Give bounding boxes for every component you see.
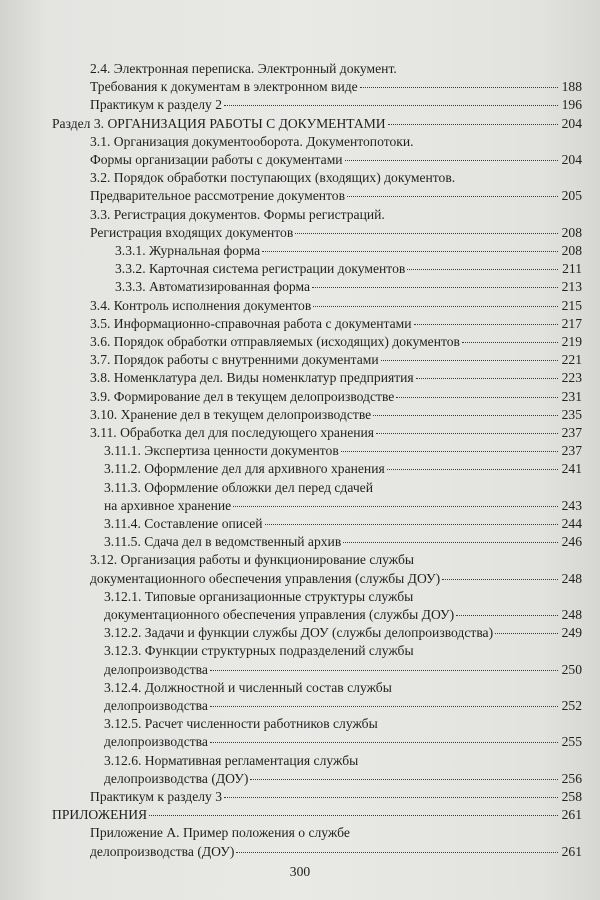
toc-entry-text: 3.12.1. Типовые организационные структуры службы [104,588,414,604]
toc-entry-3-12-line1 [90,550,414,569]
toc-entry-text: ПРИЛОЖЕНИЯ [52,807,148,823]
toc-entry-3-2-line2 [90,186,582,205]
page-number: 300 [289,864,311,879]
leader-dots [414,323,558,325]
toc-entry-text: 3.3.1. Журнальная форма [115,243,261,258]
toc-entry-3-12-4-line2 [104,696,582,715]
toc-entry-text: Регистрация входящих документов [90,224,294,240]
toc-entry-3-7 [90,350,582,369]
toc-entry-3-3-3 [115,277,582,296]
toc-entry-3-2-line1 [90,168,455,187]
toc-page-number: 204 [561,115,582,131]
toc-page-number: 261 [561,843,582,859]
leader-dots [250,778,558,780]
toc-entry-text: 3.12.6. Нормативная регламентация службы [104,752,359,768]
toc-entry-text: 3.3. Регистрация документов. Формы регистраций. [90,206,385,222]
toc-page-number: 246 [561,534,582,550]
toc-entry-3-12-line2 [90,569,582,588]
leader-dots [295,232,558,234]
toc-entry-text: делопроизводства (ДОУ) [90,843,235,859]
toc-entry-3-11-3-line1 [104,478,373,497]
toc-entry-2-4-line1 [90,59,397,78]
toc-page-number: 205 [561,188,582,204]
toc-entry-3-11-5 [104,532,582,551]
toc-entry-text: Приложение А. Пример положения о службе [90,825,350,841]
toc-entry-text: 3.12.2. Задачи и функции службы ДОУ (службы делопроизводства) [104,625,494,641]
toc-page-number: 261 [561,807,582,823]
leader-dots [373,414,558,416]
toc-page-number: 235 [561,406,582,422]
toc-entry-appendix-a-line2 [90,842,582,861]
leader-dots [442,578,558,580]
toc-page-number: 241 [561,461,582,477]
toc-page-number: 215 [561,297,582,313]
toc-entry-text: 3.10. Хранение дел в текущем делопроизводстве [90,406,372,422]
toc-entry-3-5 [90,314,582,333]
toc-page-number: 250 [561,661,582,677]
toc-entry-3-3-2 [115,259,582,278]
toc-entry-text: делопроизводства (ДОУ) [104,770,249,786]
toc-entry-3-12-6-line1 [104,751,358,770]
toc-page-number: 243 [561,497,582,513]
toc-entry-text: Раздел 3. ОРГАНИЗАЦИЯ РАБОТЫ С ДОКУМЕНТАМИ [52,115,386,131]
toc-entry-text: Предварительное рассмотрение документов [90,188,346,204]
toc-entry-text: 3.11.3. Оформление обложки дел перед сдачей [104,479,373,495]
leader-dots [149,814,558,816]
leader-dots [265,523,558,525]
toc-page-number: 211 [562,261,582,277]
toc-entry-3-1-line1 [90,132,414,151]
toc-entry-text: 3.11.1. Экспертиза ценности документов [104,443,339,459]
toc-entry-appendices [52,805,582,824]
leader-dots [313,305,558,307]
toc-entry-text: 3.12. Организация работы и функционирование службы [90,552,415,568]
toc-page-number: 249 [561,625,582,641]
leader-dots [233,505,558,507]
leader-dots [345,159,558,161]
toc-entry-text: на архивное хранение [104,497,232,513]
toc-entry-3-3-line1 [90,205,385,224]
leader-dots [456,614,558,616]
leader-dots [388,123,558,125]
toc-entry-text: 3.12.5. Расчет численности работников службы [104,716,378,732]
leader-dots [210,705,558,707]
toc-entry-text: 3.11.5. Сдача дел в ведомственный архив [104,534,342,550]
leader-dots [343,541,558,543]
toc-entry-text: делопроизводства [104,698,208,713]
toc-entry-3-12-6-line2 [104,769,582,788]
toc-entry-text: Требования к документам в электронном виде [90,79,358,95]
toc-entry-text: 3.1. Организация документооборота. Документопотоки. [90,133,414,149]
toc-entry-3-9 [90,387,582,406]
toc-page-number: 258 [561,789,582,804]
toc-entry-appendix-a-line1 [90,823,350,842]
toc-page-number: 217 [561,315,582,331]
toc-page-number: 231 [561,388,582,404]
toc-entry-text: 3.8. Номенклатура дел. Виды номенклатур предприятия [90,370,414,386]
toc-page-number: 244 [561,516,582,531]
toc-entry-text: 3.2. Порядок обработки поступающих (входящих) документов. [90,170,456,186]
toc-entry-3-6 [90,332,582,351]
toc-page-number: 213 [561,279,582,295]
toc-entry-3-11-4 [104,514,582,533]
toc-entry-3-11-3-line2 [104,496,582,515]
toc-entry-text: 3.4. Контроль исполнения документов [90,297,312,313]
leader-dots [416,377,558,379]
toc-entry-text: делопроизводства [104,661,208,677]
toc-entry-text: 2.4. Электронная переписка. Электронный документ. [90,61,397,76]
toc-entry-text: 3.11.2. Оформление дел для архивного хранения [104,461,385,477]
toc-page-number: 208 [561,224,582,240]
leader-dots [387,468,558,470]
toc-entry-3-12-3-line2 [104,660,582,679]
toc-page-number: 237 [561,425,582,440]
toc-page-number: 237 [561,443,582,459]
toc-entry-3-4 [90,296,582,315]
toc-entry-text: 3.9. Формирование дел в текущем делопроизводстве [90,388,395,404]
leader-dots [381,359,558,361]
toc-entry-practicum-2 [90,95,582,114]
toc-entry-3-11 [90,423,582,442]
toc-entry-practicum-3 [90,787,582,806]
toc-entry-text: 3.3.2. Карточная система регистрации документов [115,261,406,277]
toc-entry-3-3-line2 [90,223,582,242]
toc-entry-3-3-1 [115,241,582,260]
leader-dots [210,669,558,671]
leader-dots [210,741,558,743]
toc-page-number: 208 [561,243,582,258]
toc-entry-3-12-3-line1 [104,641,414,660]
toc-entry-text: 3.11.4. Составление описей [104,516,263,531]
toc-entry-text: делопроизводства [104,734,208,750]
toc-entry-text: 3.11. Обработка дел для последующего хранения [90,425,375,440]
leader-dots [224,104,558,106]
toc-entry-3-12-5-line1 [104,714,378,733]
leader-dots [347,195,558,197]
leader-dots [360,86,558,88]
toc-page-number: 255 [561,734,582,750]
toc-entry-text: 3.5. Информационно-справочная работа с документами [90,315,412,331]
toc-entry-3-12-5-line2 [104,732,582,751]
leader-dots [312,286,558,288]
toc-entry-3-12-1-line1 [104,587,413,606]
toc-entry-3-8 [90,368,582,387]
toc-entry-text: документационного обеспечения управления (службы ДОУ) [104,607,455,622]
toc-page-number: 188 [561,79,582,95]
toc-entry-section-3 [52,114,582,133]
leader-dots [462,341,558,343]
leader-dots [341,450,558,452]
toc-entry-3-11-1 [104,441,582,460]
toc-entry-text: Формы организации работы с документами [90,152,343,167]
toc-entry-text: Практикум к разделу 3 [90,789,223,804]
toc-entry-3-12-2 [104,623,582,642]
toc-entry-text: 3.6. Порядок обработки отправляемых (исходящих) документов [90,334,460,349]
toc-entry-text: 3.3.3. Автоматизированная форма [115,279,311,295]
toc-entry-text: 3.7. Порядок работы с внутренними документами [90,352,379,368]
toc-entry-3-1-line2 [90,150,582,169]
toc-entry-2-4-line2 [90,77,582,96]
toc-entry-text: Практикум к разделу 2 [90,97,223,113]
leader-dots [376,432,558,434]
toc-entry-3-12-1-line2 [104,605,582,624]
toc-entry-text: 3.12.3. Функции структурных подразделений службы [104,643,414,659]
toc-page-number: 221 [561,352,582,368]
toc-entry-3-10 [90,405,582,424]
leader-dots [396,396,558,398]
toc-page-number: 248 [561,607,582,622]
toc-page-number: 219 [561,334,582,349]
toc-page-number: 204 [561,152,582,167]
toc-page-number: 196 [561,97,582,113]
toc-page-number: 252 [561,698,582,713]
toc-entry-3-12-4-line1 [104,678,392,697]
leader-dots [236,851,558,853]
leader-dots [224,796,558,798]
toc-entry-text: документационного обеспечения управления (службы ДОУ) [90,570,441,586]
toc-page-number: 256 [561,770,582,786]
toc-page-number: 223 [561,370,582,386]
leader-dots [262,250,558,252]
leader-dots [495,632,558,634]
toc-page-number: 248 [561,570,582,586]
leader-dots [407,268,558,270]
toc-entry-3-11-2 [104,459,582,478]
toc-entry-text: 3.12.4. Должностной и численный состав службы [104,679,392,695]
